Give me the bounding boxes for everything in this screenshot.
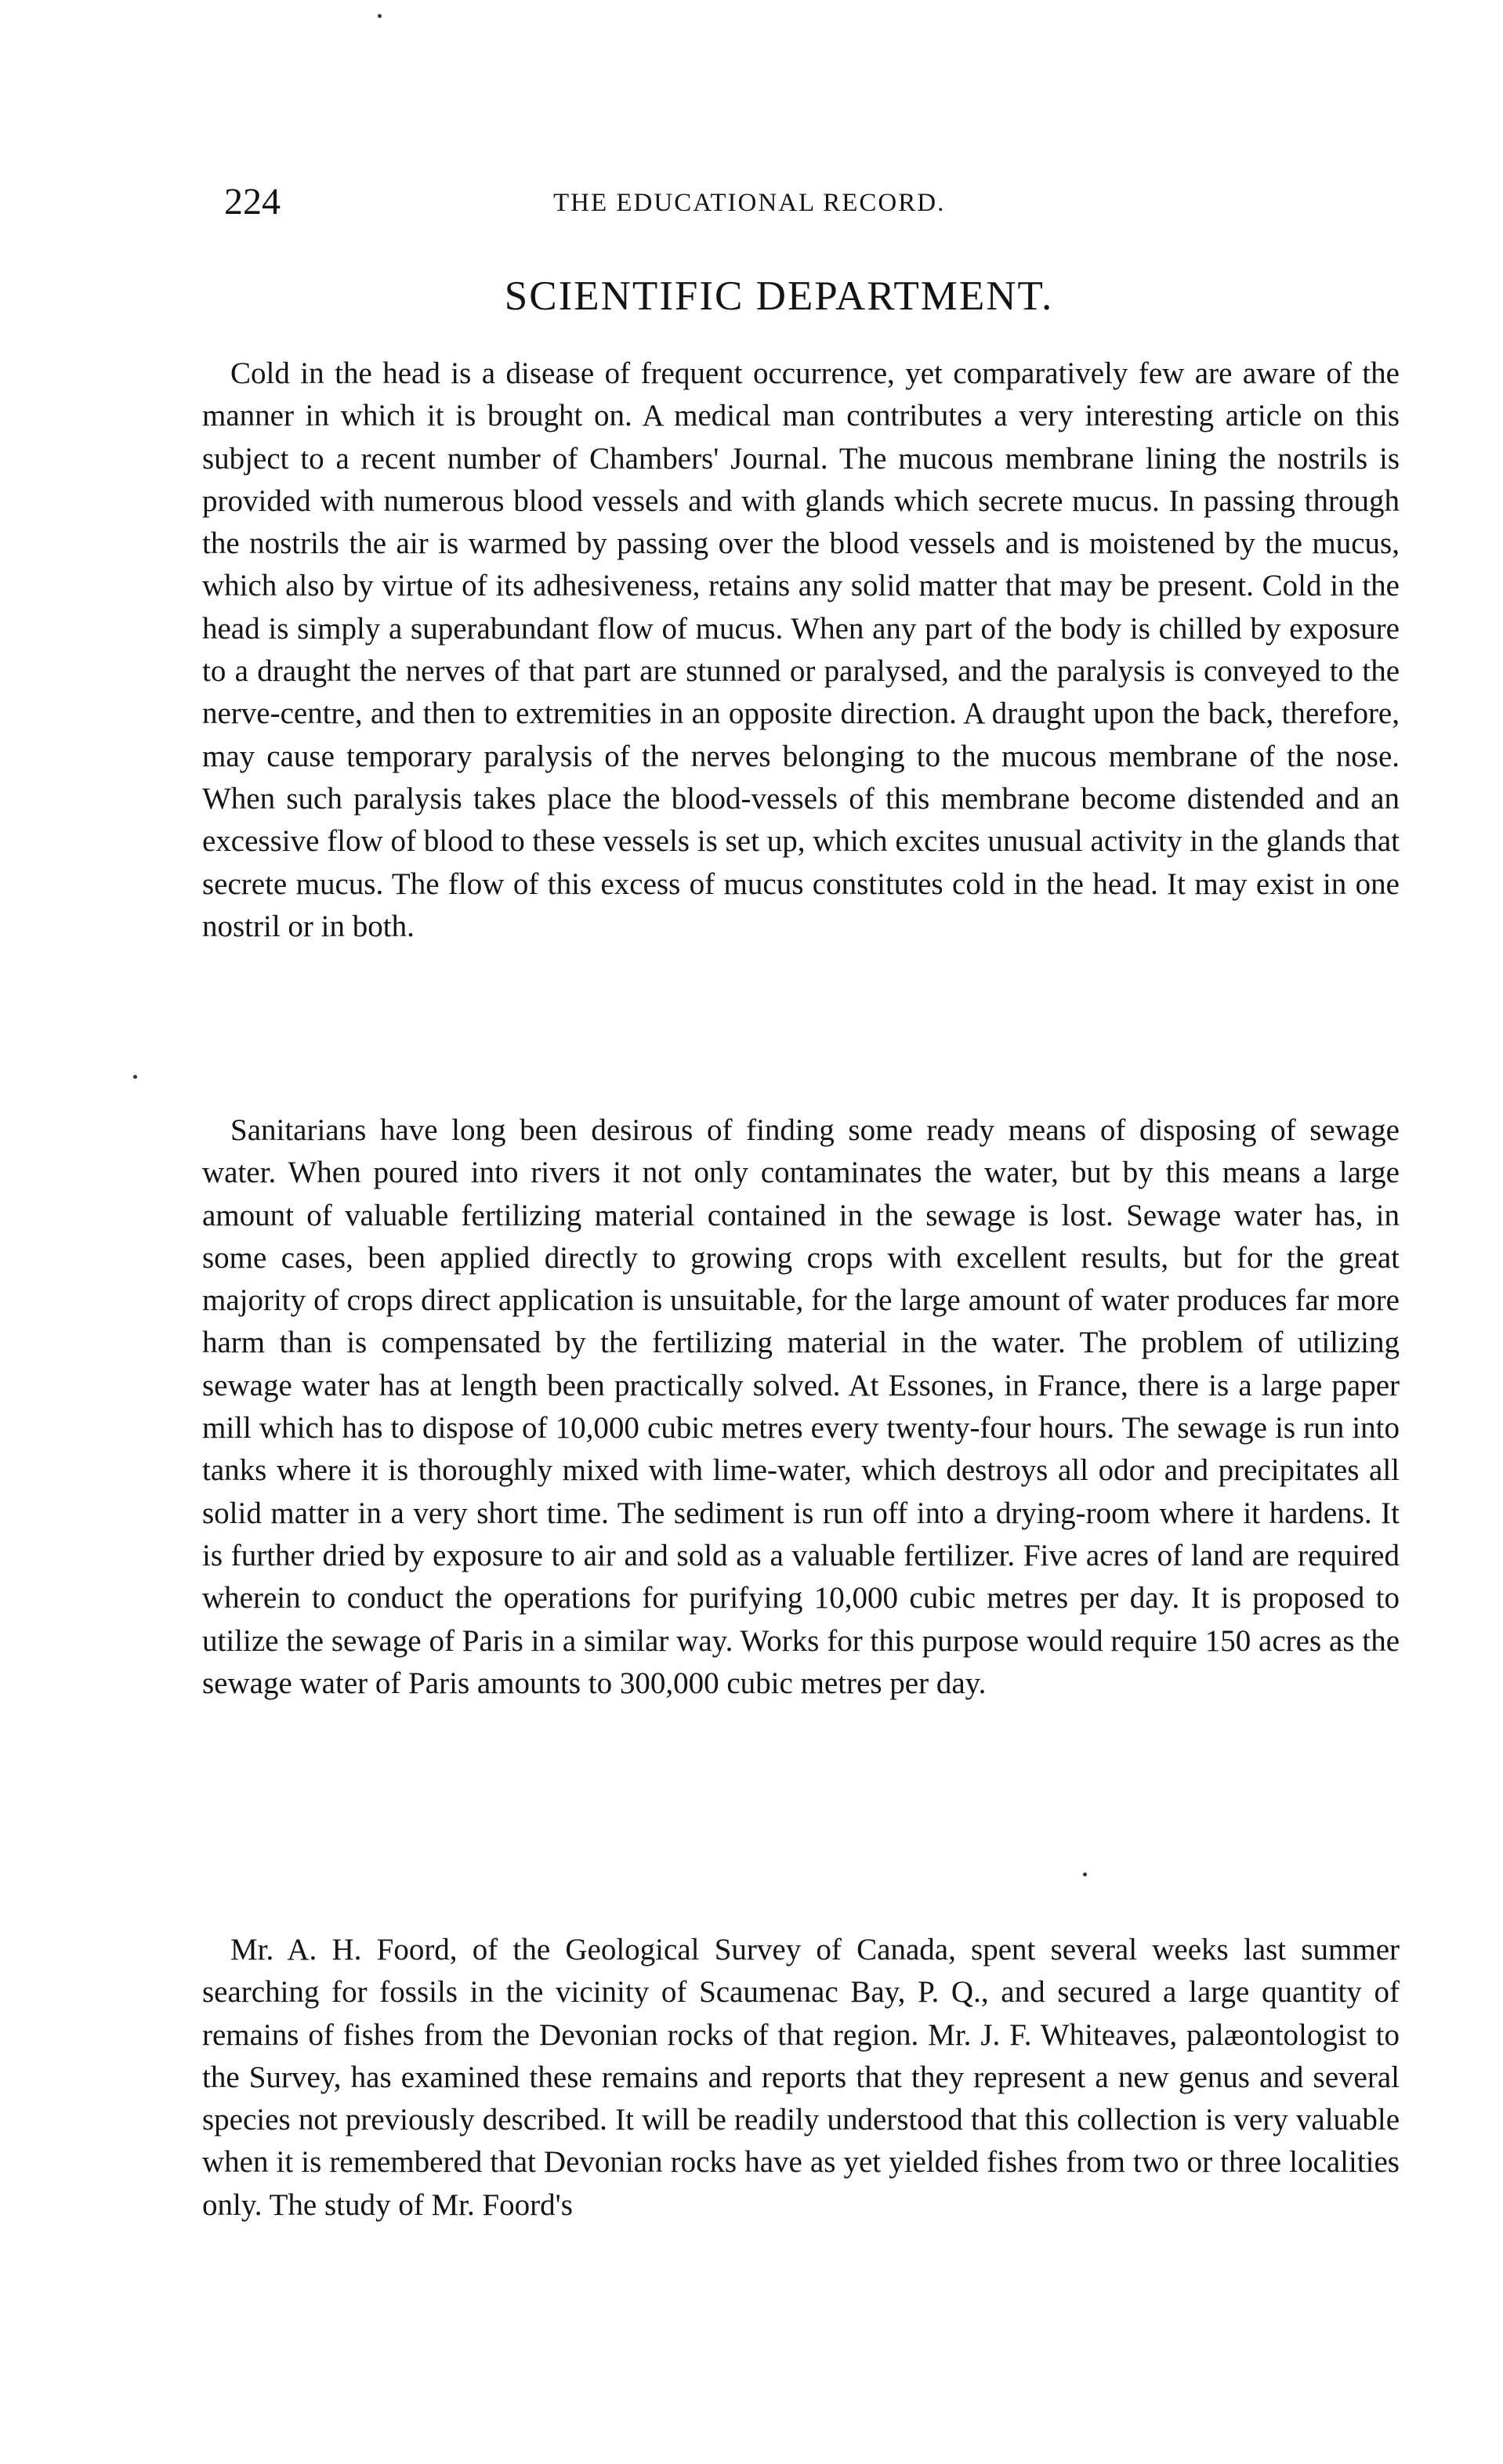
running-title: THE EDUCATIONAL RECORD. (553, 189, 946, 217)
page-number: 224 (224, 181, 281, 223)
scan-speck (133, 1075, 137, 1079)
section-title: SCIENTIFIC DEPARTMENT. (504, 273, 1054, 319)
paragraph-devonian-fossils: Mr. A. H. Foord, of the Geological Survey of Canada, spent several weeks last summer searching for fossils in the vicinity of Scaumenac Bay, P. Q., and secured a large quantity of remains of fishes from the Devonian rocks of that region. Mr. J. F. Whiteaves, palæontologist to the Survey, has examined these remains and reports that they represent a new genus and several species not previously described. It will be readily understood that this collection is very valuable when it is remembered that Devonian rocks have as yet yielded fishes from two or three localities only. The study of Mr. Foord's (202, 1933, 1400, 2222)
scan-speck (1083, 1872, 1087, 1876)
paragraph-cold-in-head: Cold in the head is a disease of frequent occurrence, yet comparatively few are aware of the manner in which it is brought on. A medical man contributes a very interesting article on this subject to a recent number of Chambers' Journal. The mucous membrane lining the nostrils is provided with numerous blood vessels and with glands which secrete mucus. In passing through the nostrils the air is warmed by passing over the blood vessels and is moistened by the mucus, which also by virtue of its adhesiveness, retains any solid matter that may be present. Cold in the head is simply a superabundant flow of mucus. When any part of the body is chilled by exposure to a draught the nerves of that part are stunned or paralysed, and the paralysis is conveyed to the nerve-centre, and then to extremities in an opposite direction. A draught upon the back, therefore, may cause temporary paralysis of the nerves belonging to the mucous membrane of the nose. When such paralysis takes place the blood-vessels of this membrane become distended and an excessive flow of blood to these vessels is set up, which excites unusual activity in the glands that secrete mucus. The flow of this excess of mucus constitutes cold in the head. It may exist in one nostril or in both. (202, 356, 1400, 943)
running-header (224, 179, 1400, 226)
paragraph-sewage-water: Sanitarians have long been desirous of finding some ready means of disposing of sewage water. When poured into rivers it not only contaminates the water, but by this means a large amount of valuable fertilizing material contained in the sewage is lost. Sewage water has, in some cases, been applied directly to growing crops with excellent results, but for the great majority of crops direct application is unsuitable, for the large amount of water produces far more harm than is compensated by the fertilizing material in the water. The problem of utilizing sewage water has at length been practically solved. At Essones, in France, there is a large paper mill which has to dispose of 10,000 cubic metres every twenty-four hours. The sewage is run into tanks where it is thoroughly mixed with lime-water, which destroys all odor and precipitates all solid matter in a very short time. The sediment is run off into a drying-room where it hardens. It is further dried by exposure to air and sold as a valuable fertilizer. Five acres of land are required wherein to conduct the operations for purifying 10,000 cubic metres per day. It is proposed to utilize the sewage of Paris in a similar way. Works for this purpose would require 150 acres as the sewage water of Paris amounts to 300,000 cubic metres per day. (202, 1113, 1400, 1700)
scan-speck (378, 14, 382, 18)
